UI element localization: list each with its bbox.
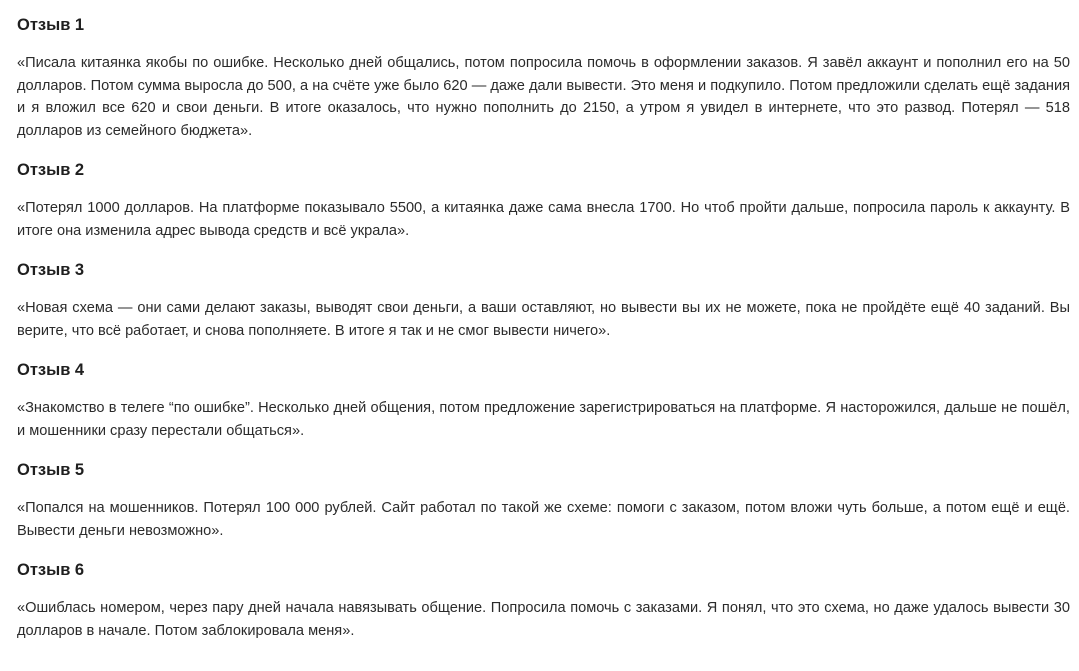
review-heading: Отзыв 1 — [17, 16, 85, 34]
review-text: «Писала китаянка якобы по ошибке. Несколько дней общались, потом попросила помочь в оформлении заказов. Я завёл аккаунт и пополнил его на 50 долларов. Потом сумма выросла до 500, а на счёте уже было 620 — даже дали вывести. Это меня и подкупило. Потом предложили сделать ещё задания и я вложил все 620 и свои деньги. В итоге оказалось, что нужно пополнить до 2150, а утром я увидел в интернете, что это развод. Потерял — 518 долларов из семейного бюджета». — [17, 55, 1070, 139]
review-text: «Попался на мошенников. Потерял 100 000 рублей. Сайт работал по такой же схеме: помоги с заказом, потом вложи чуть больше, а потом ещё и ещё. Вывести деньги невозможно». — [17, 500, 1070, 539]
review-2 — [17, 159, 1070, 242]
review-heading: Отзыв 4 — [17, 361, 85, 379]
review-text: «Ошиблась номером, через пару дней начала навязывать общение. Попросила помочь с заказами. Я понял, что это схема, но даже удалось вывести 30 долларов в начале. Потом заблокировала меня». — [17, 600, 1070, 639]
review-3 — [17, 259, 1070, 342]
review-heading: Отзыв 3 — [17, 261, 85, 279]
review-text: «Новая схема — они сами делают заказы, выводят свои деньги, а ваши оставляют, но вывести вы их не можете, пока не пройдёте ещё 40 заданий. Вы верите, что всё работает, и снова пополняете. В итоге я так и не смог вывести ничего». — [17, 300, 1070, 339]
review-1 — [17, 14, 1070, 142]
review-5 — [17, 459, 1070, 542]
review-text: «Потерял 1000 долларов. На платформе показывало 5500, а китаянка даже сама внесла 1700. Но чтоб пройти дальше, попросила пароль к аккаунту. В итоге она изменила адрес вывода средств и всё украла». — [17, 200, 1070, 239]
review-6 — [17, 559, 1070, 642]
review-heading: Отзыв 5 — [17, 461, 85, 479]
review-4 — [17, 359, 1070, 442]
review-heading: Отзыв 2 — [17, 161, 85, 179]
review-heading: Отзыв 6 — [17, 561, 85, 579]
review-text: «Знакомство в телеге “по ошибке”. Несколько дней общения, потом предложение зарегистрироваться на платформе. Я насторожился, дальше не пошёл, и мошенники сразу перестали общаться». — [17, 400, 1070, 439]
